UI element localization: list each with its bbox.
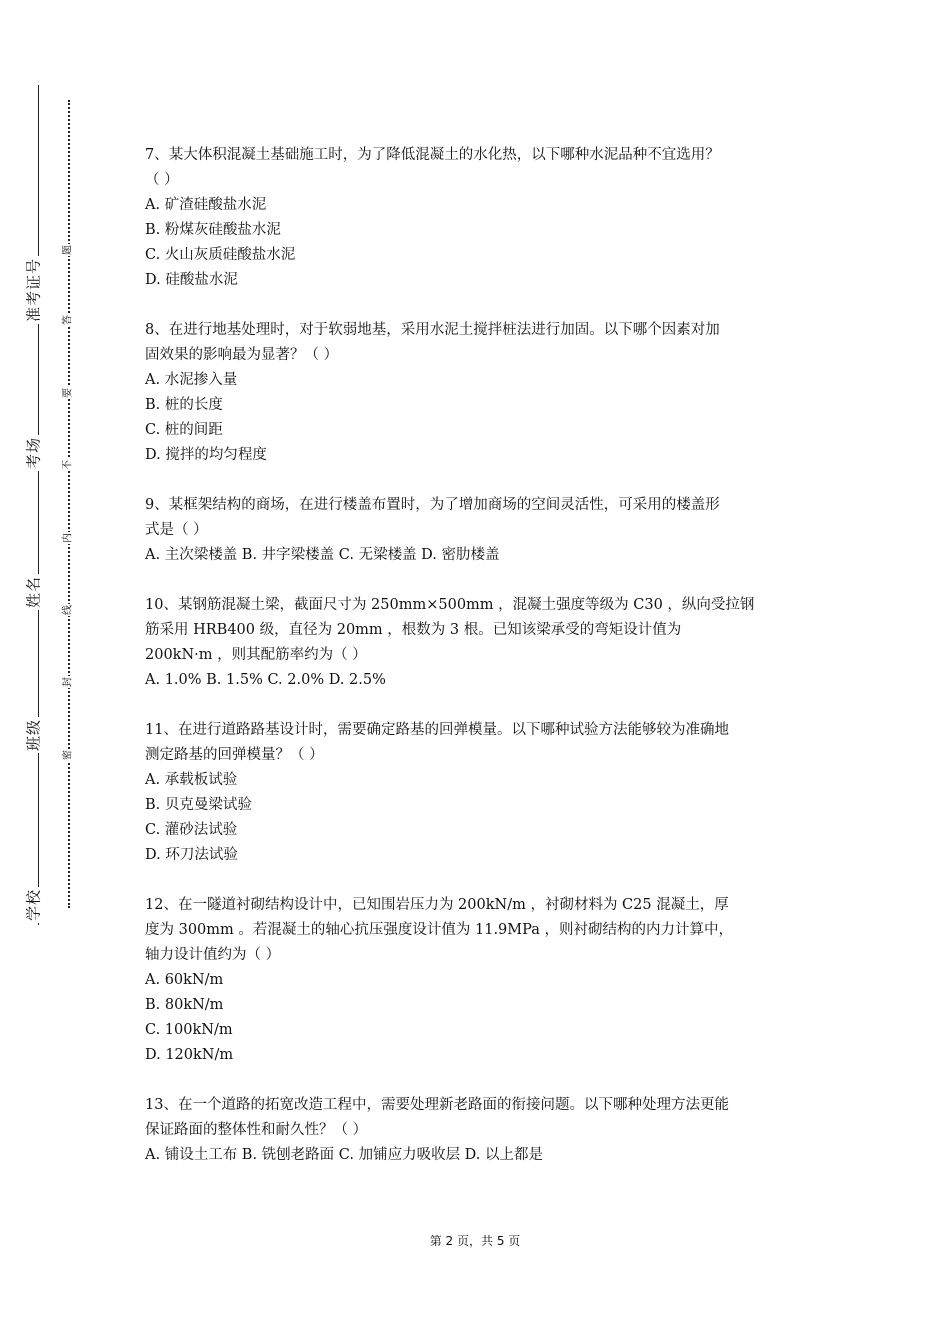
question-8 [145,318,810,468]
option-b: B. 贝克曼梁试验 [145,797,252,813]
question-stem: 10、某钢筋混凝土梁，截面尺寸为 250mm×500mm ，混凝土强度等级为 C30 ，纵向受拉钢 [145,597,755,613]
question-stem: 筋采用 HRB400 级，直径为 20mm ，根数为 3 根。已知该梁承受的弯矩设计值为 [145,622,682,638]
question-stem: 7、某大体积混凝土基础施工时，为了降低混凝土的水化热，以下哪种水泥品种不宜选用？ [145,147,720,163]
option-c: C. 100kN/m [145,1022,233,1038]
question-stem: 式是（ ） [145,522,208,538]
option-c: C. 火山灰质硅酸盐水泥 [145,247,296,263]
field-label-name: 姓名 [24,575,43,609]
binding-margin [0,0,110,1344]
options-inline: A. 铺设土工布 B. 铣刨老路面 C. 加铺应力吸收层 D. 以上都是 [145,1147,544,1163]
seal-mark-xian: 线 [62,605,74,615]
binding-solid-line [38,85,39,925]
field-label-school: 学校 [24,888,43,922]
option-a: A. 矿渣硅酸盐水泥 [145,197,267,213]
option-d: D. 环刀法试验 [145,847,238,863]
seal-mark-nei: 内 [62,533,74,543]
question-stem: 保证路面的整体性和耐久性？（ ） [145,1122,368,1138]
option-d: D. 搅拌的均匀程度 [145,447,267,463]
page-number: 第 2 页，共 5 页 [429,1234,521,1248]
option-a: A. 承载板试验 [145,772,238,788]
option-a: A. 水泥掺入量 [145,372,238,388]
question-stem: 13、在一个道路的拓宽改造工程中，需要处理新老路面的衔接问题。以下哪种处理方法更能 [145,1097,729,1113]
question-11 [145,718,810,868]
question-stem: 轴力设计值约为（ ） [145,947,281,963]
question-stem: 8、在进行地基处理时，对于软弱地基，采用水泥土搅拌桩法进行加固。以下哪个因素对加 [145,322,720,338]
question-stem: 12、在一隧道衬砌结构设计中，已知围岩压力为 200kN/m ，衬砌材料为 C25 混凝土，厚 [145,897,729,913]
options-inline: A. 主次梁楼盖 B. 井字梁楼盖 C. 无梁楼盖 D. 密肋楼盖 [145,547,500,563]
question-stem: 9、某框架结构的商场，在进行楼盖布置时，为了增加商场的空间灵活性，可采用的楼盖形 [145,497,720,513]
option-a: A. 60kN/m [145,972,224,988]
question-stem: 200kN·m ，则其配筋率约为（ ） [145,647,367,663]
question-stem: 11、在进行道路路基设计时，需要确定路基的回弹模量。以下哪种试验方法能够较为准确地 [145,722,729,738]
seal-mark-ti: 题 [62,245,74,255]
question-9 [145,493,810,568]
option-d: D. 硅酸盐水泥 [145,272,238,288]
seal-mark-yao: 要 [62,388,74,398]
option-c: C. 桩的间距 [145,422,223,438]
option-b: B. 80kN/m [145,997,224,1013]
option-d: D. 120kN/m [145,1047,234,1063]
question-stem: （ ） [145,172,179,188]
field-label-exam-id: 准考证号 [24,257,43,323]
question-stem: 固效果的影响最为显著？（ ） [145,347,339,363]
question-stem: 测定路基的回弹模量？（ ） [145,747,324,763]
field-label-class: 班级 [24,718,43,752]
question-10 [145,593,810,693]
field-label-exam-room: 考场 [24,436,43,470]
question-list [145,143,810,1193]
seal-dotted-line [68,100,70,908]
option-c: C. 灌砂法试验 [145,822,238,838]
seal-mark-da: 答 [62,315,74,325]
question-12 [145,893,810,1068]
seal-mark-mi: 密 [62,750,74,760]
question-7 [145,143,810,293]
option-b: B. 粉煤灰硅酸盐水泥 [145,222,281,238]
seal-mark-bu: 不 [62,460,74,470]
seal-mark-feng: 封 [62,677,74,687]
question-stem: 度为 300mm 。若混凝土的轴心抗压强度设计值为 11.9MPa ，则衬砌结构的内力计算中， [145,922,733,938]
question-13 [145,1093,810,1168]
option-b: B. 桩的长度 [145,397,223,413]
options-inline: A. 1.0% B. 1.5% C. 2.0% D. 2.5% [145,672,386,688]
